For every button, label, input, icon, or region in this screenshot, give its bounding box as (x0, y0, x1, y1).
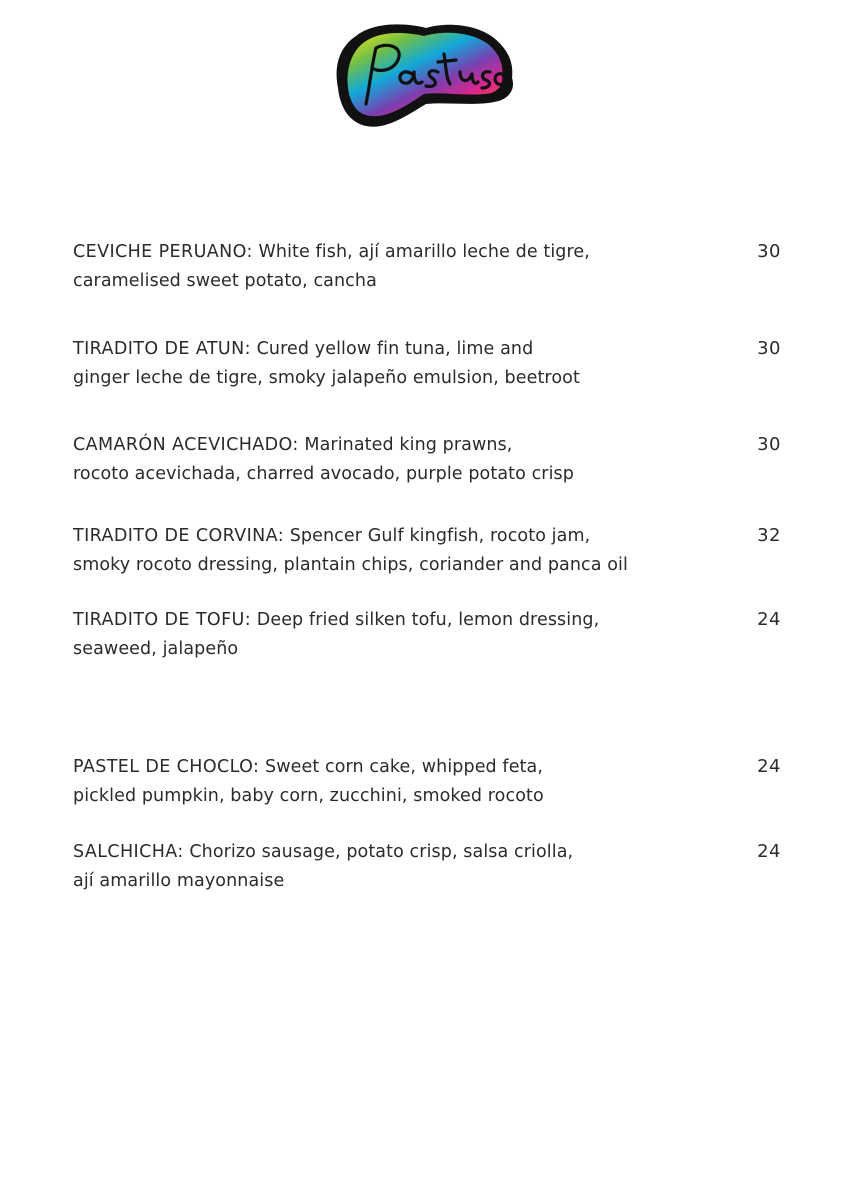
menu-item-price: 24 (757, 756, 781, 777)
menu-item-name: PASTEL DE CHOCLO: (73, 757, 260, 777)
menu-item (73, 606, 785, 663)
menu-item-name: TIRADITO DE TOFU: (73, 610, 252, 630)
menu-item-description-line1: Marinated king prawns, (304, 435, 513, 455)
menu-item-description-line1: Deep fried silken tofu, lemon dressing, (256, 610, 600, 630)
menu-item-description-line1: Sweet corn cake, whipped feta, (265, 757, 544, 777)
menu-item-name: SALCHICHA: (73, 842, 184, 862)
menu-item-text (73, 335, 693, 392)
menu-item-description-line1: White fish, ají amarillo leche de tigre, (258, 242, 590, 262)
menu-item (73, 335, 785, 392)
menu-item-name: TIRADITO DE ATUN: (73, 339, 251, 359)
menu-item-name: CAMARÓN ACEVICHADO: (73, 435, 299, 455)
menu-item-price: 24 (757, 841, 781, 862)
menu-item (73, 238, 785, 295)
menu-item-description-line1: Chorizo sausage, potato crisp, salsa criolla, (189, 842, 574, 862)
menu-item-name: CEVICHE PERUANO: (73, 242, 253, 262)
menu-item-description-line1: Cured yellow fin tuna, lime and (256, 339, 534, 359)
menu-item-text (73, 753, 693, 810)
menu-item-description-line1: Spencer Gulf kingfish, rocoto jam, (289, 526, 591, 546)
menu-item-text (73, 238, 693, 295)
pastuso-logo (326, 18, 522, 134)
menu-item-price: 32 (757, 525, 781, 546)
menu-item-text (73, 522, 693, 579)
menu-item-description-line2: ají amarillo mayonnaise (73, 870, 285, 891)
menu-item-description-line2: rocoto acevichada, charred avocado, purple potato crisp (73, 463, 574, 484)
menu-item-price: 30 (757, 241, 781, 262)
menu-item-name: TIRADITO DE CORVINA: (73, 526, 285, 546)
menu-item-description-line2: seaweed, jalapeño (73, 638, 239, 659)
menu-item (73, 753, 785, 810)
pastuso-logo-graphic (326, 18, 522, 134)
menu-item-price: 24 (757, 609, 781, 630)
menu-item-text (73, 431, 693, 488)
menu-item-description-line2: ginger leche de tigre, smoky jalapeño emulsion, beetroot (73, 367, 580, 388)
menu-item-text (73, 606, 693, 663)
menu-item (73, 522, 785, 579)
menu-item-price: 30 (757, 338, 781, 359)
menu-item-price: 30 (757, 434, 781, 455)
menu-item (73, 431, 785, 488)
menu-item-text (73, 838, 693, 895)
menu-item-description-line2: pickled pumpkin, baby corn, zucchini, smoked rocoto (73, 785, 544, 806)
menu-item-description-line2: caramelised sweet potato, cancha (73, 270, 377, 291)
menu-item-description-line2: smoky rocoto dressing, plantain chips, coriander and panca oil (73, 554, 628, 575)
menu-item (73, 838, 785, 895)
